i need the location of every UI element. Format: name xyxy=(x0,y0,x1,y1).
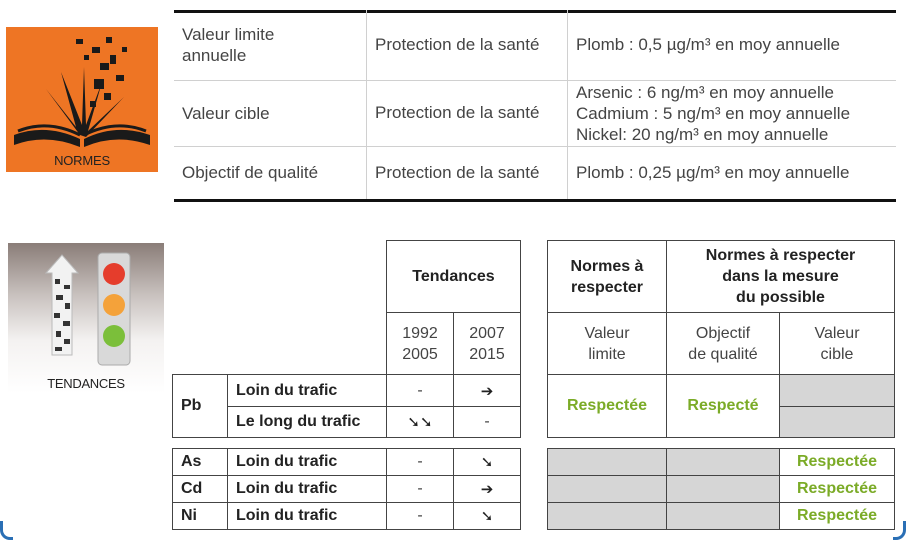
trend-p1: - xyxy=(387,503,454,530)
normes-table-bottom-rule xyxy=(174,199,896,202)
table-row xyxy=(548,503,895,530)
site-label: Loin du trafic xyxy=(228,476,387,503)
traffic-light-icon xyxy=(8,243,164,393)
tendances-title: Tendances xyxy=(387,241,521,313)
table-row xyxy=(173,375,521,407)
respect-header xyxy=(547,240,895,375)
norme-type: Valeur cible xyxy=(174,80,367,146)
sub-objectif-qualite: Objectif de qualité xyxy=(667,313,780,375)
table-row xyxy=(548,476,895,503)
tendances-label: TENDANCES xyxy=(47,376,125,391)
empty-cell xyxy=(780,375,895,407)
table-row xyxy=(548,449,895,476)
empty-cell xyxy=(548,503,667,530)
normes-a-respecter-header: Normes à respecter xyxy=(548,241,667,313)
as-cible-status: Respectée xyxy=(780,449,895,476)
site-label: Loin du trafic xyxy=(228,503,387,530)
pb-trend-table xyxy=(172,374,521,438)
empty-cell xyxy=(780,407,895,438)
normes-table xyxy=(174,10,896,199)
pb-respect-table xyxy=(547,374,895,438)
norme-valeur: Plomb : 0,5 µg/m³ en moy annuelle xyxy=(568,10,897,80)
ni-cible-status: Respectée xyxy=(780,503,895,530)
site-label: Loin du trafic xyxy=(228,449,387,476)
period-2: 2007 2015 xyxy=(454,313,521,375)
norme-type: Objectif de qualité xyxy=(182,163,319,183)
metals-respect-table xyxy=(547,448,895,530)
cd-cible-status: Respectée xyxy=(780,476,895,503)
norme-type: Valeur limite annuelle xyxy=(174,10,367,80)
tendances-icon-panel xyxy=(8,243,164,393)
pb-objectif-status: Respecté xyxy=(667,375,780,438)
pb-valeur-limite-status: Respectée xyxy=(548,375,667,438)
frame-corner-left xyxy=(0,521,13,540)
normes-icon-panel xyxy=(6,27,158,172)
table-row xyxy=(548,375,895,407)
table-row xyxy=(173,476,521,503)
norme-valeur: Plomb : 0,25 µg/m³ en moy annuelle xyxy=(568,146,897,199)
element-as: As xyxy=(173,449,228,476)
trend-p1: - xyxy=(387,476,454,503)
site-label: Le long du trafic xyxy=(228,407,387,438)
open-book-icon xyxy=(6,27,158,172)
normes-dans-la-mesure-header: Normes à respecter dans la mesure du possible xyxy=(667,241,895,313)
empty-cell xyxy=(667,449,780,476)
empty-cell xyxy=(667,476,780,503)
norme-objectif: Protection de la santé xyxy=(367,146,568,199)
trend-p1: - xyxy=(387,375,454,407)
empty-cell xyxy=(667,503,780,530)
trend-p2-arrow-right-icon: ➔ xyxy=(454,476,521,503)
norme-objectif: Protection de la santé xyxy=(367,80,568,146)
empty-cell xyxy=(548,476,667,503)
normes-row xyxy=(174,10,896,80)
norme-valeur: Arsenic : 6 ng/m³ en moy annuelle Cadmium : 5 ng/m³ en moy annuelle Nickel: 20 ng/m³ en moy annuelle xyxy=(568,80,897,146)
sub-valeur-cible: Valeur cible xyxy=(780,313,895,375)
period-1: 1992 2005 xyxy=(387,313,454,375)
element-pb: Pb xyxy=(173,375,228,438)
frame-corner-right xyxy=(893,521,906,540)
element-ni: Ni xyxy=(173,503,228,530)
element-cd: Cd xyxy=(173,476,228,503)
normes-row xyxy=(174,146,896,199)
tendances-header xyxy=(386,240,521,375)
table-row xyxy=(173,449,521,476)
normes-label: NORMES xyxy=(54,153,110,168)
trend-p1-arrow-down-right-icon: ➘➘ xyxy=(387,407,454,438)
site-label: Loin du trafic xyxy=(228,375,387,407)
trend-p2-arrow-down-right-icon: ➘ xyxy=(454,449,521,476)
metals-trend-table xyxy=(172,448,521,530)
trend-p2: - xyxy=(454,407,521,438)
normes-row xyxy=(174,80,896,146)
table-row xyxy=(173,503,521,530)
empty-cell xyxy=(548,449,667,476)
trend-p2-arrow-right-icon: ➔ xyxy=(454,375,521,407)
trend-p2-arrow-down-right-icon: ➘ xyxy=(454,503,521,530)
trend-p1: - xyxy=(387,449,454,476)
norme-objectif: Protection de la santé xyxy=(367,10,568,80)
sub-valeur-limite: Valeur limite xyxy=(548,313,667,375)
